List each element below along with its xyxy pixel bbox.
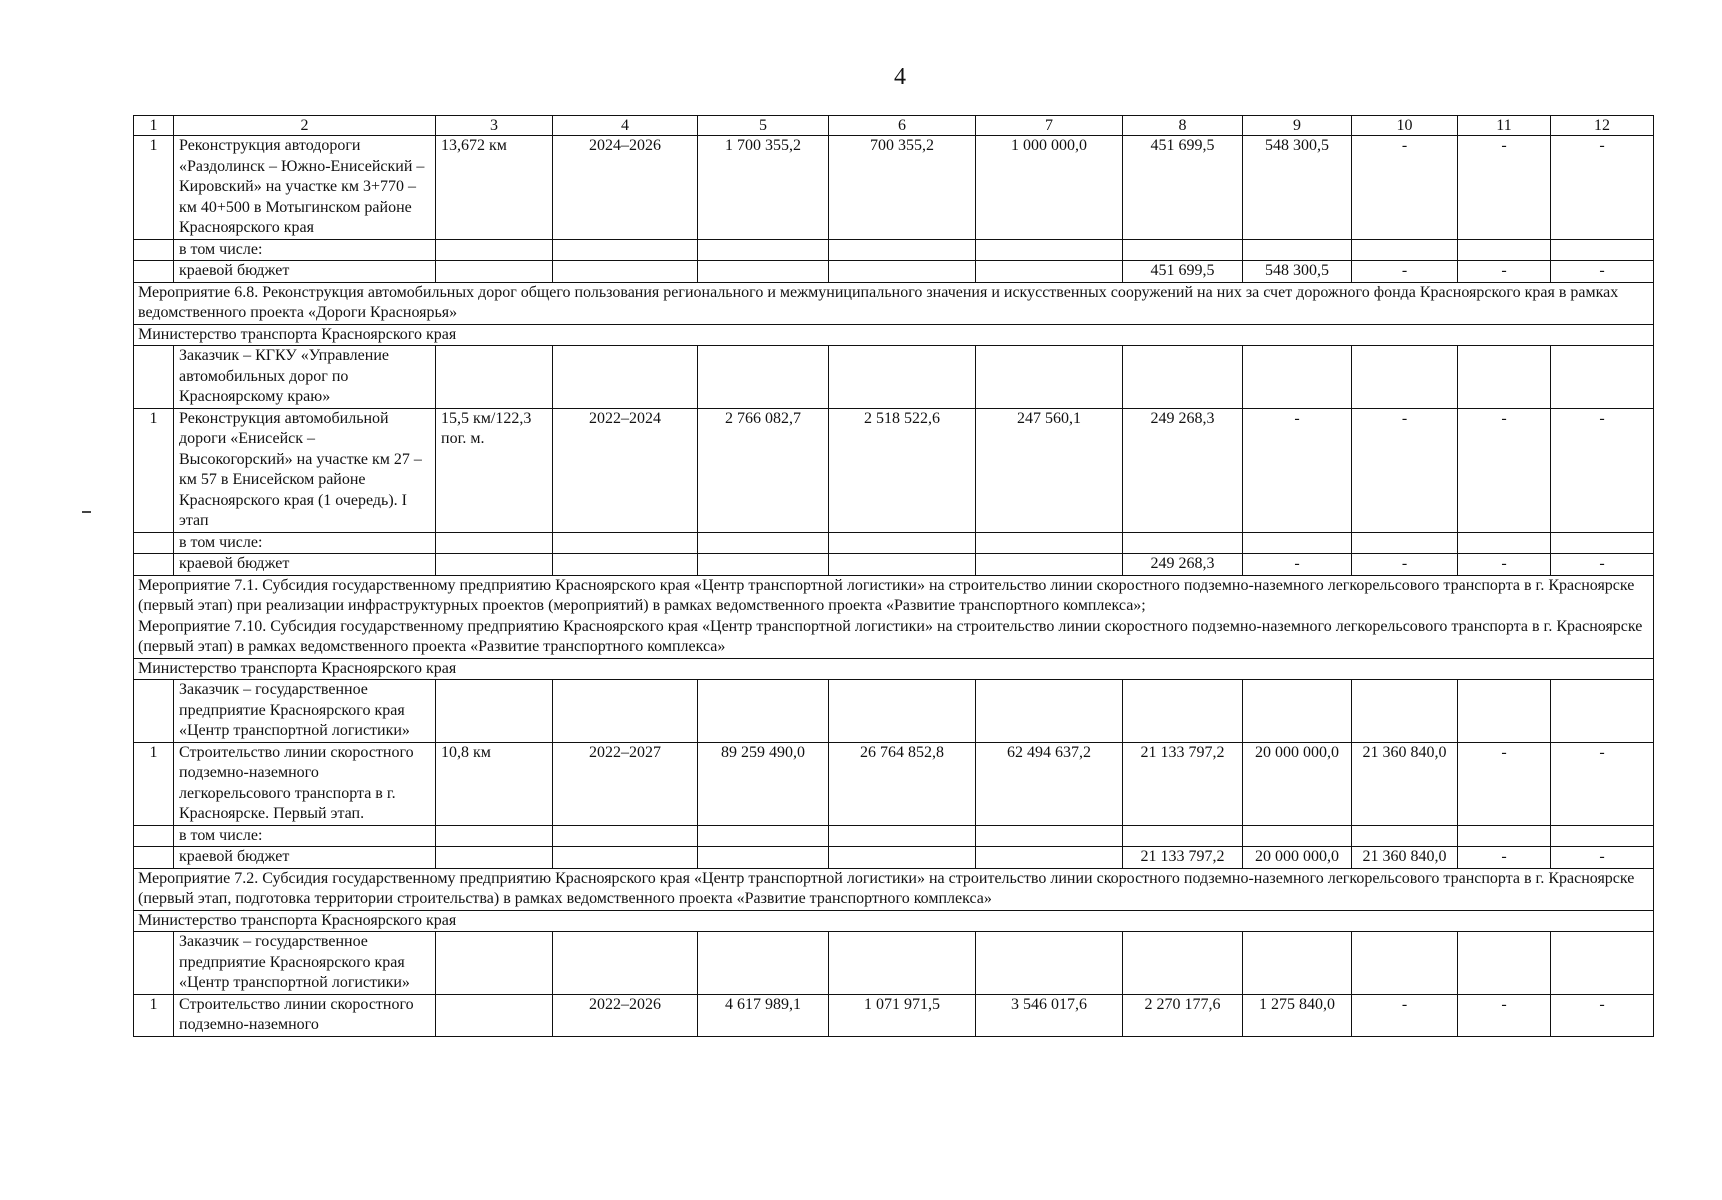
value-cell <box>1243 680 1352 743</box>
item-name-cell: Строительство линии скоростного подземно-наземного <box>174 994 436 1036</box>
value-cell <box>829 532 976 554</box>
value-cell: 249 268,3 <box>1123 408 1243 532</box>
row-number-cell: 1 <box>134 742 174 825</box>
value-cell <box>698 346 829 409</box>
value-cell <box>1123 825 1243 847</box>
value-cell: 2022–2027 <box>553 742 698 825</box>
value-cell: - <box>1551 742 1654 825</box>
row-number-cell <box>134 680 174 743</box>
value-cell <box>698 239 829 261</box>
capacity-cell <box>436 261 553 283</box>
table-row <box>134 680 1654 743</box>
capacity-cell <box>436 847 553 869</box>
value-cell <box>553 261 698 283</box>
table-row <box>134 261 1654 283</box>
value-cell <box>553 932 698 995</box>
value-cell: - <box>1551 994 1654 1036</box>
value-cell: 2 518 522,6 <box>829 408 976 532</box>
table-row <box>134 847 1654 869</box>
value-cell <box>698 825 829 847</box>
table-row <box>134 239 1654 261</box>
value-cell: - <box>1551 408 1654 532</box>
value-cell: 2024–2026 <box>553 136 698 240</box>
value-cell: - <box>1243 554 1352 576</box>
value-cell <box>1458 932 1551 995</box>
value-cell <box>553 680 698 743</box>
value-cell <box>1352 932 1458 995</box>
item-name-cell: краевой бюджет <box>174 261 436 283</box>
value-cell <box>553 532 698 554</box>
value-cell <box>1551 239 1654 261</box>
value-cell <box>1458 825 1551 847</box>
section-row <box>134 658 1654 680</box>
value-cell: 20 000 000,0 <box>1243 742 1352 825</box>
column-number: 2 <box>174 116 436 136</box>
row-number-cell: 1 <box>134 408 174 532</box>
value-cell: 247 560,1 <box>976 408 1123 532</box>
value-cell <box>698 680 829 743</box>
capacity-cell <box>436 532 553 554</box>
value-cell: 4 617 989,1 <box>698 994 829 1036</box>
column-number: 1 <box>134 116 174 136</box>
value-cell <box>976 532 1123 554</box>
value-cell: 1 275 840,0 <box>1243 994 1352 1036</box>
section-row <box>134 282 1654 324</box>
value-cell <box>553 346 698 409</box>
value-cell <box>1551 825 1654 847</box>
value-cell: - <box>1458 408 1551 532</box>
item-name-cell: в том числе: <box>174 825 436 847</box>
item-name-cell: в том числе: <box>174 532 436 554</box>
value-cell <box>976 239 1123 261</box>
value-cell <box>1551 680 1654 743</box>
item-name-cell: Заказчик – КГКУ «Управление автомобильных дорог по Красноярскому краю» <box>174 346 436 409</box>
value-cell <box>829 847 976 869</box>
value-cell: 21 360 840,0 <box>1352 847 1458 869</box>
value-cell: 451 699,5 <box>1123 261 1243 283</box>
value-cell <box>1123 239 1243 261</box>
row-number-cell: 1 <box>134 994 174 1036</box>
column-number: 6 <box>829 116 976 136</box>
row-number-cell <box>134 239 174 261</box>
item-name-cell: Реконструкция автомобильной дороги «Енисейск – Высокогорский» на участке км 27 – км 57 в Енисейском районе Красноярского края (1 очередь). I этап <box>174 408 436 532</box>
section-text: Министерство транспорта Красноярского края <box>134 658 1654 680</box>
value-cell: 89 259 490,0 <box>698 742 829 825</box>
value-cell: - <box>1458 554 1551 576</box>
table-row <box>134 136 1654 240</box>
column-number-row <box>134 116 1654 136</box>
section-row <box>134 575 1654 658</box>
value-cell <box>976 346 1123 409</box>
value-cell: 21 133 797,2 <box>1123 847 1243 869</box>
value-cell: 2022–2024 <box>553 408 698 532</box>
section-text: Мероприятие 7.1. Субсидия государственному предприятию Красноярского края «Центр транспортной логистики» на строительство линии скоростного подземно-наземного легкорельсового транспорта в г. Красноярске (первый этап) при реализации инфраструктурных проектов (мероприятий) в рамках ведомственного проекта «Развитие транспортного комплекса»; Мероприятие 7.10. Субсидия государственному предприятию Красноярского края «Центр транспортной логистики» на строительство линии скоростного подземно-наземного легкорельсового транспорта в г. Красноярске (первый этап) в рамках ведомственного проекта «Развитие транспортного комплекса» <box>134 575 1654 658</box>
value-cell: - <box>1352 261 1458 283</box>
value-cell <box>829 239 976 261</box>
value-cell <box>1352 346 1458 409</box>
value-cell: - <box>1551 136 1654 240</box>
page-number: 4 <box>894 64 906 90</box>
value-cell <box>1123 680 1243 743</box>
column-number: 4 <box>553 116 698 136</box>
item-name-cell: Заказчик – государственное предприятие Красноярского края «Центр транспортной логистики» <box>174 932 436 995</box>
value-cell: 2 270 177,6 <box>1123 994 1243 1036</box>
capacity-cell <box>436 994 553 1036</box>
value-cell: - <box>1458 847 1551 869</box>
value-cell <box>1551 532 1654 554</box>
value-cell <box>976 261 1123 283</box>
table-row <box>134 346 1654 409</box>
item-name-cell: Реконструкция автодороги «Раздолинск – Южно-Енисейский – Кировский» на участке км 3+770 – км 40+500 в Мотыгинском районе Красноярского края <box>174 136 436 240</box>
item-name-cell: Заказчик – государственное предприятие Красноярского края «Центр транспортной логистики» <box>174 680 436 743</box>
value-cell <box>976 825 1123 847</box>
row-number-cell <box>134 847 174 869</box>
capacity-cell <box>436 680 553 743</box>
value-cell: - <box>1352 554 1458 576</box>
column-number: 9 <box>1243 116 1352 136</box>
value-cell: 249 268,3 <box>1123 554 1243 576</box>
value-cell <box>1352 239 1458 261</box>
value-cell: 21 133 797,2 <box>1123 742 1243 825</box>
column-number: 7 <box>976 116 1123 136</box>
value-cell <box>553 554 698 576</box>
value-cell: - <box>1243 408 1352 532</box>
table-body <box>134 116 1654 1037</box>
section-row <box>134 910 1654 932</box>
value-cell <box>1243 825 1352 847</box>
item-name-cell: краевой бюджет <box>174 847 436 869</box>
value-cell: - <box>1551 847 1654 869</box>
value-cell: 548 300,5 <box>1243 261 1352 283</box>
capacity-cell <box>436 825 553 847</box>
value-cell <box>698 932 829 995</box>
section-row <box>134 868 1654 910</box>
column-number: 10 <box>1352 116 1458 136</box>
value-cell: - <box>1352 994 1458 1036</box>
row-number-cell <box>134 554 174 576</box>
column-number: 12 <box>1551 116 1654 136</box>
value-cell <box>1458 680 1551 743</box>
value-cell <box>1551 346 1654 409</box>
table-row <box>134 994 1654 1036</box>
value-cell <box>1352 532 1458 554</box>
row-number-cell <box>134 346 174 409</box>
value-cell: 2 766 082,7 <box>698 408 829 532</box>
item-name-cell: Строительство линии скоростного подземно-наземного легкорельсового транспорта в г. Красноярске. Первый этап. <box>174 742 436 825</box>
value-cell: - <box>1551 261 1654 283</box>
capacity-cell <box>436 346 553 409</box>
budget-table <box>133 115 1654 1037</box>
value-cell <box>1243 239 1352 261</box>
value-cell: - <box>1458 136 1551 240</box>
value-cell <box>1352 680 1458 743</box>
value-cell <box>1243 346 1352 409</box>
value-cell <box>698 261 829 283</box>
value-cell: 26 764 852,8 <box>829 742 976 825</box>
value-cell <box>829 680 976 743</box>
column-number: 8 <box>1123 116 1243 136</box>
value-cell <box>698 847 829 869</box>
value-cell <box>1243 932 1352 995</box>
value-cell <box>553 239 698 261</box>
value-cell: - <box>1352 408 1458 532</box>
value-cell: 451 699,5 <box>1123 136 1243 240</box>
value-cell: 1 700 355,2 <box>698 136 829 240</box>
capacity-cell: 13,672 км <box>436 136 553 240</box>
value-cell <box>829 554 976 576</box>
column-number: 11 <box>1458 116 1551 136</box>
value-cell <box>976 847 1123 869</box>
item-name-cell: в том числе: <box>174 239 436 261</box>
value-cell <box>829 261 976 283</box>
value-cell: 548 300,5 <box>1243 136 1352 240</box>
row-number-cell <box>134 532 174 554</box>
table-row <box>134 932 1654 995</box>
capacity-cell: 10,8 км <box>436 742 553 825</box>
value-cell <box>1243 532 1352 554</box>
column-number: 3 <box>436 116 553 136</box>
value-cell: - <box>1458 994 1551 1036</box>
capacity-cell <box>436 554 553 576</box>
value-cell: 62 494 637,2 <box>976 742 1123 825</box>
value-cell <box>1458 346 1551 409</box>
value-cell <box>1123 932 1243 995</box>
capacity-cell <box>436 239 553 261</box>
value-cell <box>1123 532 1243 554</box>
value-cell: 700 355,2 <box>829 136 976 240</box>
value-cell <box>829 932 976 995</box>
value-cell <box>1123 346 1243 409</box>
value-cell <box>1458 532 1551 554</box>
value-cell <box>829 346 976 409</box>
value-cell <box>553 847 698 869</box>
value-cell <box>976 680 1123 743</box>
value-cell <box>553 825 698 847</box>
value-cell: - <box>1458 261 1551 283</box>
value-cell <box>976 554 1123 576</box>
row-number-cell: 1 <box>134 136 174 240</box>
table-row <box>134 742 1654 825</box>
column-number: 5 <box>698 116 829 136</box>
value-cell: 1 000 000,0 <box>976 136 1123 240</box>
value-cell: 20 000 000,0 <box>1243 847 1352 869</box>
section-text: Министерство транспорта Красноярского края <box>134 324 1654 346</box>
value-cell: - <box>1458 742 1551 825</box>
value-cell: 3 546 017,6 <box>976 994 1123 1036</box>
value-cell: - <box>1352 136 1458 240</box>
section-text: Министерство транспорта Красноярского края <box>134 910 1654 932</box>
value-cell <box>1458 239 1551 261</box>
scan-mark <box>82 511 91 513</box>
row-number-cell <box>134 932 174 995</box>
value-cell: - <box>1551 554 1654 576</box>
row-number-cell <box>134 261 174 283</box>
item-name-cell: краевой бюджет <box>174 554 436 576</box>
row-number-cell <box>134 825 174 847</box>
section-text: Мероприятие 6.8. Реконструкция автомобильных дорог общего пользования регионального и межмуниципального значения и искусственных сооружений на них за счет дорожного фонда Красноярского края в рамках ведомственного проекта «Дороги Красноярья» <box>134 282 1654 324</box>
value-cell <box>976 932 1123 995</box>
section-row <box>134 324 1654 346</box>
section-text: Мероприятие 7.2. Субсидия государственному предприятию Красноярского края «Центр транспортной логистики» на строительство линии скоростного подземно-наземного легкорельсового транспорта в г. Красноярске (первый этап, подготовка территории строительства) в рамках ведомственного проекта «Развитие транспортного комплекса» <box>134 868 1654 910</box>
value-cell <box>1551 932 1654 995</box>
value-cell <box>1352 825 1458 847</box>
value-cell: 2022–2026 <box>553 994 698 1036</box>
value-cell <box>698 532 829 554</box>
table-row <box>134 825 1654 847</box>
value-cell <box>698 554 829 576</box>
capacity-cell: 15,5 км/122,3 пог. м. <box>436 408 553 532</box>
value-cell: 1 071 971,5 <box>829 994 976 1036</box>
value-cell: 21 360 840,0 <box>1352 742 1458 825</box>
table-row <box>134 554 1654 576</box>
value-cell <box>829 825 976 847</box>
table-row <box>134 408 1654 532</box>
capacity-cell <box>436 932 553 995</box>
table-row <box>134 532 1654 554</box>
